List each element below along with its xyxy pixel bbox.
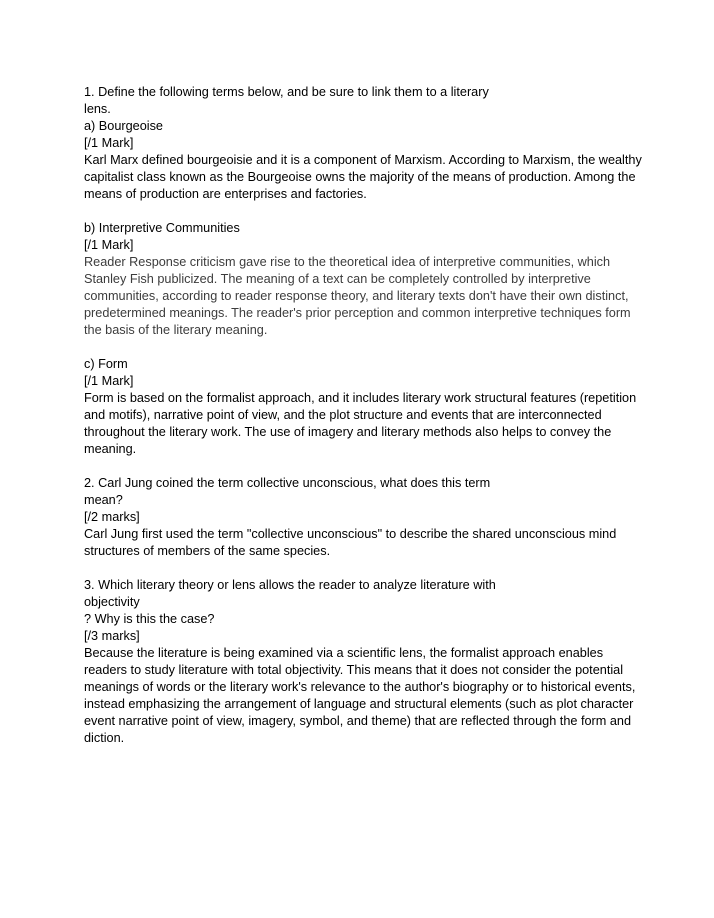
q3-mark: [/3 marks] [84, 629, 140, 643]
q2-prompt-line2: mean? [84, 493, 123, 507]
q2-answer: Carl Jung first used the term "collective unconscious" to describe the shared unconscious mind structures of members of the same species. [84, 527, 617, 558]
q1b-answer: Reader Response criticism gave rise to the theoretical idea of interpretive communities, which Stanley Fish publicized. The meaning of a text can be completely controlled by interpretive communities, according to reader response theory, and literary texts don't have their own distinct, predetermined meanings. The reader's prior perception and common interpretive techniques form the basis of the literary meaning. [84, 255, 631, 337]
spacer [84, 560, 644, 577]
q2-prompt-line1: 2. Carl Jung coined the term collective unconscious, what does this term [84, 476, 491, 490]
q1c-term: c) Form [84, 357, 128, 371]
q3-answer: Because the literature is being examined via a scientific lens, the formalist approach enables readers to study literature with total objectivity. This means that it does not consider the potential meanings of words or the literary work's relevance to the author's biography or to historical events, instead emphasizing the arrangement of language and structural elements (such as plot character event narrative point of view, imagery, symbol, and theme) that are reflected through the form and diction. [84, 646, 636, 745]
q1c-mark: [/1 Mark] [84, 374, 134, 388]
q1a-mark: [/1 Mark] [84, 136, 134, 150]
q1b-term: b) Interpretive Communities [84, 221, 240, 235]
q3-prompt-line1: 3. Which literary theory or lens allows the reader to analyze literature with [84, 578, 496, 592]
q1a-answer: Karl Marx defined bourgeoisie and it is a component of Marxism. According to Marxism, the wealthy capitalist class known as the Bourgeoise owns the majority of the means of production. Among the means of production are enterprises and factories. [84, 153, 642, 201]
q1-prompt-line2: lens. [84, 102, 111, 116]
q2-mark: [/2 marks] [84, 510, 140, 524]
q1c-answer: Form is based on the formalist approach, and it includes literary work structural features (repetition and motifs), narrative point of view, and the plot structure and events that are interconnected throughout the literary work. The use of imagery and literary methods also helps to convey the meaning. [84, 391, 637, 456]
spacer [84, 339, 644, 356]
document-page [84, 84, 644, 747]
q1a-term: a) Bourgeoise [84, 119, 163, 133]
q3-prompt-line2: objectivity [84, 595, 140, 609]
spacer [84, 203, 644, 220]
q1b-mark: [/1 Mark] [84, 238, 134, 252]
spacer [84, 458, 644, 475]
q3-prompt-line3: ? Why is this the case? [84, 612, 215, 626]
q1-prompt-line1: 1. Define the following terms below, and be sure to link them to a literary [84, 85, 489, 99]
